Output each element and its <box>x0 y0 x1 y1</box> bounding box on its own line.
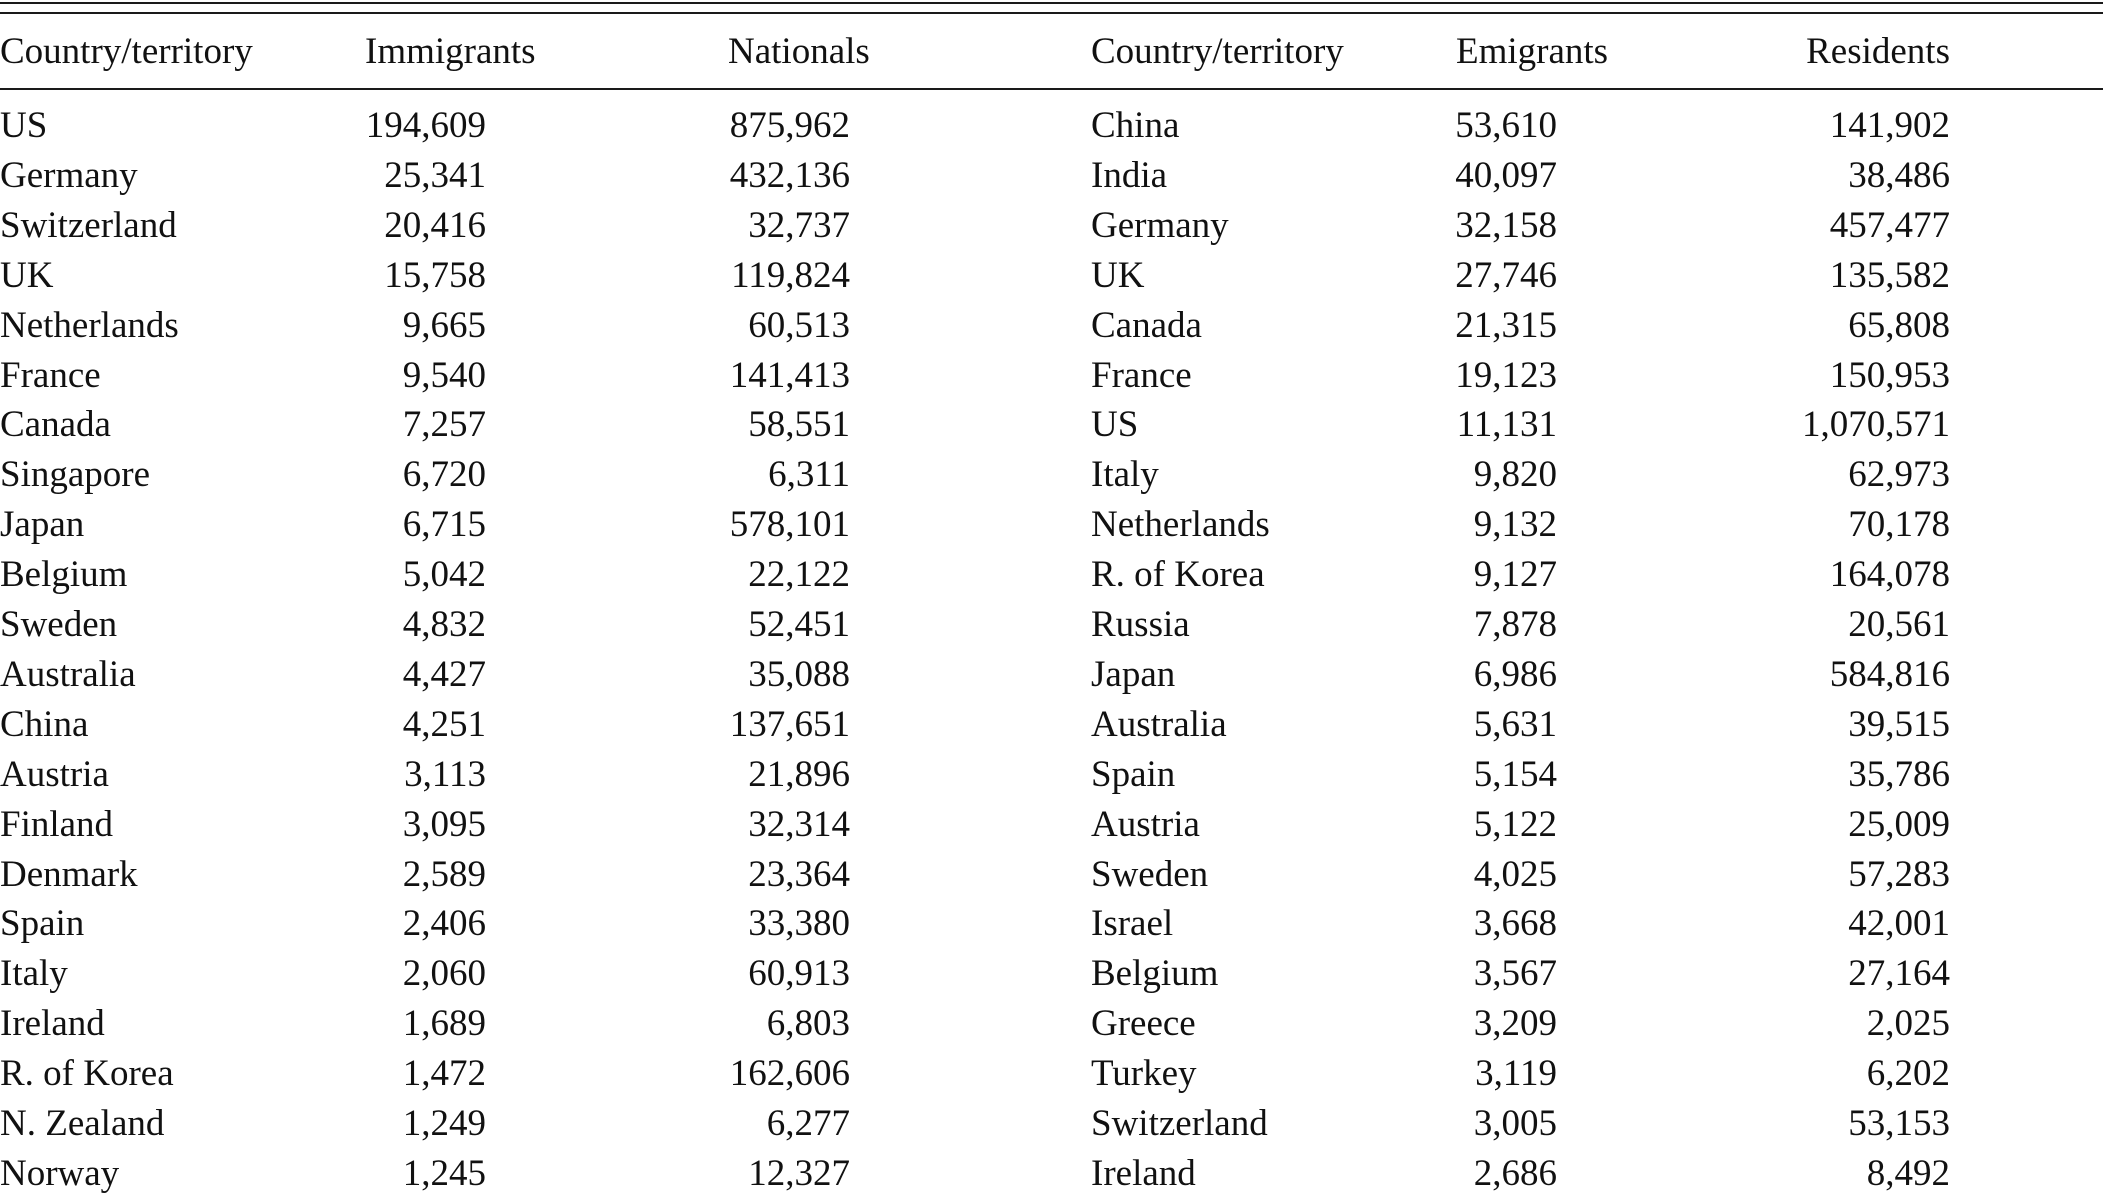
header-nationals: Nationals <box>728 31 870 72</box>
row-immigrants: 1,689 <box>402 1003 486 1044</box>
row-country-right: France <box>1091 355 1192 396</box>
row-country-left: UK <box>0 255 54 296</box>
row-nationals: 60,513 <box>748 305 850 346</box>
row-nationals: 432,136 <box>729 155 850 196</box>
row-immigrants: 4,251 <box>402 704 486 745</box>
row-residents: 1,070,571 <box>1802 404 1950 445</box>
row-emigrants: 6,986 <box>1473 654 1557 695</box>
row-residents: 8,492 <box>1866 1153 1950 1194</box>
row-country-right: Switzerland <box>1091 1103 1268 1144</box>
row-residents: 2,025 <box>1866 1003 1950 1044</box>
row-country-right: Japan <box>1091 654 1176 695</box>
row-residents: 141,902 <box>1829 105 1950 146</box>
row-nationals: 58,551 <box>748 404 850 445</box>
row-emigrants: 11,131 <box>1456 404 1557 445</box>
row-country-right: US <box>1091 404 1139 445</box>
row-country-right: Greece <box>1091 1003 1196 1044</box>
row-country-left: Italy <box>0 953 68 994</box>
row-residents: 70,178 <box>1848 504 1950 545</box>
row-country-right: UK <box>1091 255 1145 296</box>
row-nationals: 52,451 <box>748 604 850 645</box>
row-country-left: France <box>0 355 101 396</box>
row-nationals: 60,913 <box>748 953 850 994</box>
row-nationals: 137,651 <box>729 704 850 745</box>
row-emigrants: 5,122 <box>1473 804 1557 845</box>
row-country-left: Belgium <box>0 554 128 595</box>
row-immigrants: 5,042 <box>402 554 486 595</box>
header-emigrants: Emigrants <box>1456 31 1609 72</box>
row-nationals: 33,380 <box>748 903 850 944</box>
row-nationals: 162,606 <box>729 1053 850 1094</box>
row-emigrants: 32,158 <box>1455 205 1557 246</box>
header-country-left: Country/territory <box>0 31 253 72</box>
row-nationals: 21,896 <box>748 754 850 795</box>
row-immigrants: 1,472 <box>402 1053 486 1094</box>
row-country-right: Turkey <box>1091 1053 1197 1094</box>
row-country-left: Norway <box>0 1153 120 1194</box>
header-residents: Residents <box>1806 31 1950 72</box>
row-immigrants: 3,095 <box>402 804 486 845</box>
row-immigrants: 1,245 <box>402 1153 486 1194</box>
row-country-right: Sweden <box>1091 854 1209 895</box>
row-country-left: Denmark <box>0 854 138 895</box>
row-emigrants: 9,132 <box>1473 504 1557 545</box>
header-immigrants: Immigrants <box>365 31 536 72</box>
row-residents: 62,973 <box>1848 454 1950 495</box>
row-country-left: Canada <box>0 404 111 445</box>
row-nationals: 32,314 <box>748 804 850 845</box>
row-emigrants: 7,878 <box>1473 604 1557 645</box>
row-country-right: Belgium <box>1091 953 1219 994</box>
row-emigrants: 3,668 <box>1473 903 1557 944</box>
row-immigrants: 2,406 <box>402 903 486 944</box>
row-emigrants: 21,315 <box>1455 305 1557 346</box>
row-country-left: Australia <box>0 654 136 695</box>
header-country-right: Country/territory <box>1091 31 1344 72</box>
row-country-right: Austria <box>1091 804 1200 845</box>
row-immigrants: 1,249 <box>402 1103 486 1144</box>
row-immigrants: 15,758 <box>384 255 486 296</box>
row-immigrants: 194,609 <box>365 105 486 146</box>
row-emigrants: 3,119 <box>1475 1053 1557 1094</box>
row-country-right: Australia <box>1091 704 1227 745</box>
row-immigrants: 6,715 <box>402 504 486 545</box>
row-country-right: R. of Korea <box>1091 554 1265 595</box>
row-emigrants: 9,820 <box>1473 454 1557 495</box>
row-immigrants: 4,832 <box>402 604 486 645</box>
row-residents: 57,283 <box>1848 854 1950 895</box>
row-nationals: 578,101 <box>729 504 850 545</box>
row-nationals: 6,311 <box>768 454 850 495</box>
row-emigrants: 53,610 <box>1455 105 1557 146</box>
row-residents: 457,477 <box>1829 205 1950 246</box>
row-country-right: Netherlands <box>1091 504 1270 545</box>
row-country-right: Italy <box>1091 454 1159 495</box>
row-country-left: Singapore <box>0 454 151 495</box>
row-emigrants: 9,127 <box>1473 554 1557 595</box>
row-country-left: China <box>0 704 89 745</box>
row-nationals: 32,737 <box>748 205 850 246</box>
row-country-left: Austria <box>0 754 109 795</box>
row-country-left: Finland <box>0 804 114 845</box>
row-nationals: 119,824 <box>731 255 850 296</box>
row-residents: 164,078 <box>1829 554 1950 595</box>
row-immigrants: 4,427 <box>402 654 486 695</box>
row-country-right: Germany <box>1091 205 1229 246</box>
row-residents: 53,153 <box>1848 1103 1950 1144</box>
row-nationals: 35,088 <box>748 654 850 695</box>
row-emigrants: 3,005 <box>1473 1103 1557 1144</box>
row-country-right: Spain <box>1091 754 1176 795</box>
row-country-right: Ireland <box>1091 1153 1196 1194</box>
row-emigrants: 3,567 <box>1473 953 1557 994</box>
row-nationals: 875,962 <box>729 105 850 146</box>
row-immigrants: 2,589 <box>402 854 486 895</box>
row-country-right: India <box>1091 155 1168 196</box>
row-residents: 6,202 <box>1866 1053 1950 1094</box>
row-country-left: Ireland <box>0 1003 105 1044</box>
row-residents: 35,786 <box>1848 754 1950 795</box>
row-country-left: R. of Korea <box>0 1053 174 1094</box>
row-residents: 150,953 <box>1829 355 1950 396</box>
row-emigrants: 40,097 <box>1455 155 1557 196</box>
row-residents: 39,515 <box>1848 704 1950 745</box>
row-emigrants: 4,025 <box>1473 854 1557 895</box>
row-country-right: Canada <box>1091 305 1202 346</box>
row-residents: 27,164 <box>1848 953 1950 994</box>
row-immigrants: 6,720 <box>402 454 486 495</box>
row-nationals: 23,364 <box>748 854 850 895</box>
row-immigrants: 7,257 <box>402 404 486 445</box>
row-residents: 42,001 <box>1848 903 1950 944</box>
row-residents: 65,808 <box>1848 305 1950 346</box>
row-country-left: Japan <box>0 504 85 545</box>
row-nationals: 12,327 <box>748 1153 850 1194</box>
row-country-left: Netherlands <box>0 305 179 346</box>
row-immigrants: 25,341 <box>384 155 486 196</box>
row-country-left: US <box>0 105 48 146</box>
row-immigrants: 9,540 <box>402 355 486 396</box>
row-nationals: 6,803 <box>766 1003 850 1044</box>
row-immigrants: 2,060 <box>402 953 486 994</box>
row-nationals: 22,122 <box>748 554 850 595</box>
row-emigrants: 5,631 <box>1473 704 1557 745</box>
row-country-left: Spain <box>0 903 85 944</box>
row-emigrants: 5,154 <box>1473 754 1557 795</box>
row-country-right: Israel <box>1091 903 1174 944</box>
row-emigrants: 3,209 <box>1473 1003 1557 1044</box>
row-country-right: China <box>1091 105 1180 146</box>
row-country-right: Russia <box>1091 604 1190 645</box>
row-immigrants: 9,665 <box>402 305 486 346</box>
row-residents: 25,009 <box>1848 804 1950 845</box>
row-residents: 20,561 <box>1848 604 1950 645</box>
row-immigrants: 3,113 <box>404 754 486 795</box>
row-emigrants: 19,123 <box>1455 355 1557 396</box>
row-nationals: 6,277 <box>766 1103 850 1144</box>
row-emigrants: 27,746 <box>1455 255 1557 296</box>
row-country-left: N. Zealand <box>0 1103 165 1144</box>
row-nationals: 141,413 <box>729 355 850 396</box>
row-country-left: Germany <box>0 155 138 196</box>
row-immigrants: 20,416 <box>384 205 486 246</box>
row-country-left: Sweden <box>0 604 118 645</box>
row-country-left: Switzerland <box>0 205 177 246</box>
row-residents: 135,582 <box>1829 255 1950 296</box>
row-residents: 38,486 <box>1848 155 1950 196</box>
row-emigrants: 2,686 <box>1473 1153 1557 1194</box>
row-residents: 584,816 <box>1829 654 1950 695</box>
